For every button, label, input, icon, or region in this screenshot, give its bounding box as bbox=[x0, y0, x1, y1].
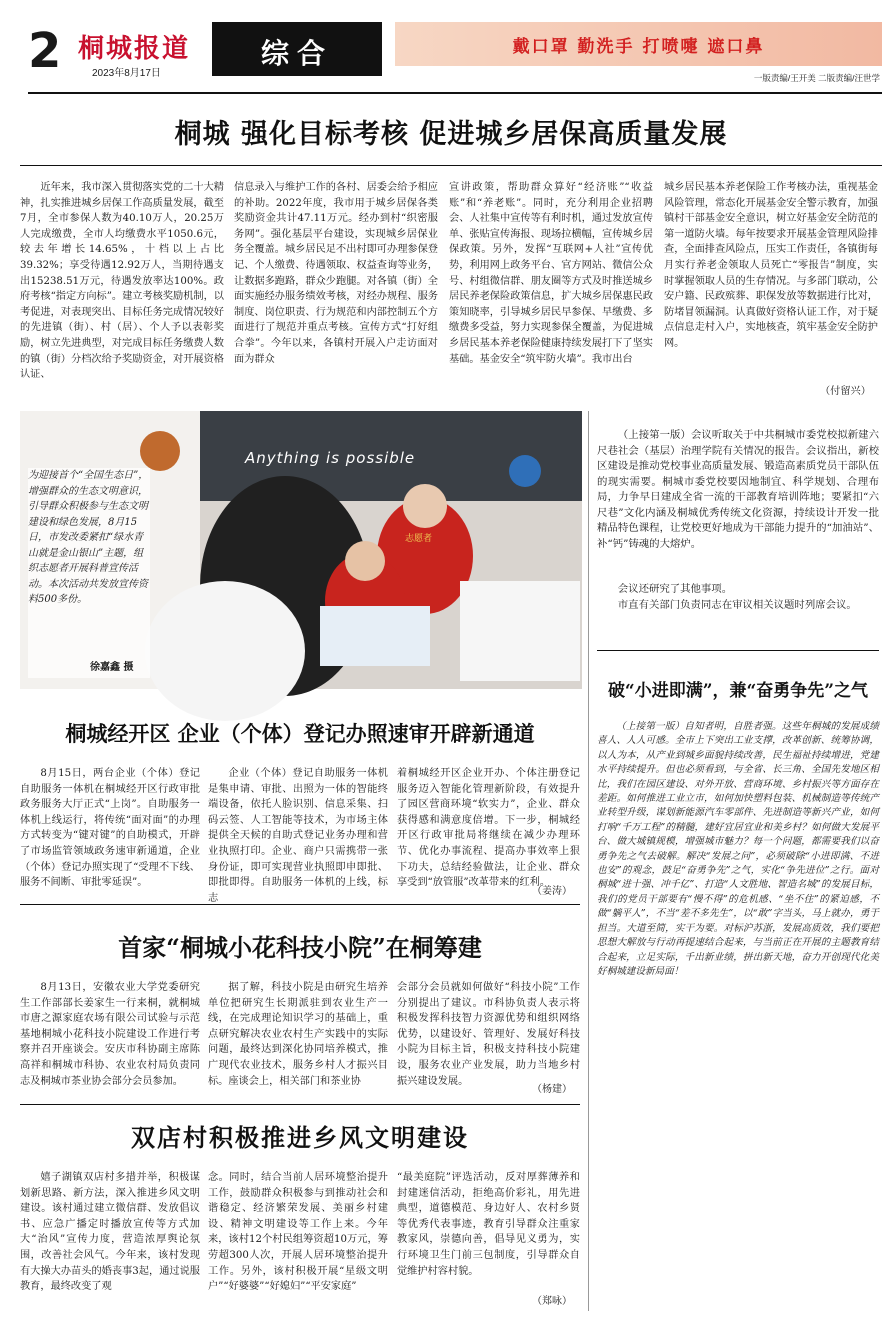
photo-credit: 徐嘉鑫 摄 bbox=[90, 662, 134, 673]
article4-headline: 双店村积极推进乡风文明建设 bbox=[131, 1123, 469, 1152]
shop-sign: Anything is possible bbox=[245, 449, 416, 467]
lead-byline: （付留兴） bbox=[820, 386, 871, 397]
commentary-text: （上接第一版）自知者明，自胜者强。这些年桐城的发展成绩喜人、人人可感。全市上下突出工业支撑，改革创新、统筹协调，以人为本，从产业到城乡面貌持续改善，民生福祉持续增进，党建水平持续提升。但也必须看到，与全省、长三角、全国先发地区相比，我们在园区建设、对外开放、营商环境、乡村振兴等方面存在差距。如何推进工业立市，如何加快塑料包装、机械制造等传统产业转型升级，谋划新能源汽车零部件、先进制造等新兴产业，如何打响“千万工程”的精髓，建好宜居宜业和美乡村？如何做大发展平台、做大城镇规模，增强城市魅力？每一个问题，都需要我们以奋勇争先之气去破解。解决“发展之问”，必须破除“小进即满、不进也安”的观念，鼓足“奋勇争先”之气，实化“争先进位”之行。面对桐城“进十强、冲千亿”、打造“人文胜地、智造名城”的发展目标，我们的党员干部要有“慢不得”的危机感、“坐不住”的紧迫感，不做“躺平人”，不当“差不多先生”，以“敢”字当头，马上就办，勇于担当。大道至简，实干为要。对标沪苏浙，发展高质效，我们要把思想大解放与行动再提速结合起来，与当前正在开展的主题教育结合起来，立足实际，千出新业绩，拼出新天地，奋力开创现代化美好桐城建设新局面！ bbox=[597, 721, 879, 977]
issue-date: 2023年8月17日 bbox=[92, 68, 161, 79]
article4-col-1: 嬉子湖镇双店村多措并举，积极谋划新思路、新方法，深入推进乡风文明建设。该村通过建立微信群、发放倡议书、应急广播定时播放宣传等方式加大“治风”宣传力度，营造浓厚舆论氛围，改善社会风气。今年来，该村发现有大操大办苗头的婚丧事3起，通过说服教育，最终改变了观 bbox=[20, 1172, 200, 1293]
section-title: 综合 bbox=[260, 37, 333, 70]
lead-col-4: 城乡居民基本养老保险工作考核办法，重视基金风险管理，常态化开展基金安全警示教育，加强镇村干部基金安全意识，树立好基金安全防范的第一道防火墙。每年按要求开展基金管理风险排查，全面排查风险点，压实工作责任，各镇街每月实行养老金领取人员死亡“零报告”制度，实时掌握领取人员的生存情况。与多部门联动，公安户籍、民政殡葬、职保发放等数据进行比对，防堵冒领漏洞。认真做好资格认证工作，对于疑点信息走村入户，实地核查，筑牢基金安全防护网。 bbox=[664, 182, 878, 349]
jump-p3: 市直有关部门负责同志在审议相关议题时列席会议。 bbox=[617, 599, 857, 611]
slogan-text: 戴口罩 勤洗手 打喷嚏 遮口鼻 bbox=[512, 37, 765, 57]
lead-col-3: 宣讲政策，帮助群众算好“经济账”“收益账”和“养老账”。同时，充分利用企业招聘会、人社集中宣传等有利时机，通过发放宣传单、张贴宣传海报、现场拉横幅，宣传城乡居保政策。另外，发挥“互联网+人社”宣传优势，利用网上政务平台、官方网站、微信公众号、村组微信群、朋友圈等方式及时推送城乡居民养老保险政策信息，扩大城乡居保惠民政策知晓率，引导城乡居民早参保、早缴费、多缴费多受益，努力实现参保全覆盖，为促进城乡居民基本养老保险健康持续发展打下了坚实基础。基金安全“筑牢防火墙”。我市出台 bbox=[449, 182, 653, 365]
article2-byline: （姜涛） bbox=[532, 886, 572, 897]
article4-col-3: “最美庭院”评选活动，反对厚葬薄养和封建迷信活动，拒绝高价彩礼，用先进典型，道德模范、身边好人、农村乡贤等优秀代表事迹，教育引导群众注重家教家风，崇德向善，倡导见义勇为，实行环境卫生门前三包制度，引导群众自觉维护村容村貌。 bbox=[397, 1172, 580, 1277]
lead-col-2: 信息录入与维护工作的各村、居委会给予相应的补助。2022年度，我市用于城乡居保各类奖励资金共计47.11万元。经办到村“织密服务网”。强化基层平台建设，实现城乡居保业务全覆盖。城乡居民足不出村即可办理参保登记、个人缴费、待遇领取、权益查询等业务，让数据多跑路，群众少跑腿。对各镇（街）全面实施经办服务绩效考核，对经办规程、服务制度、岗位职责、行为规范和内部控制五个方面进行了规范并重点考核。宣传方式“打好组合拳”。今年以来，各镇村开展入户走访面对面为群众 bbox=[234, 182, 438, 365]
photo-caption: 为迎接首个“全国生态日”，增强群众的生态文明意识，引导群众积极参与生态文明建设和绿色发展，8月15日，市发改委紧扣“绿水青山就是金山银山”主题，组织志愿者开展科普宣传活动。本次活动共发放宣传资料500多份。 bbox=[28, 470, 149, 605]
article3-rule bbox=[20, 1104, 580, 1105]
article3-byline: （杨建） bbox=[532, 1084, 572, 1095]
vest-label: 志愿者 bbox=[405, 534, 433, 544]
masthead-rule bbox=[28, 92, 882, 94]
article3-headline: 首家“桐城小花科技小院”在桐筹建 bbox=[118, 933, 482, 962]
jump-p2: 会议还研究了其他事项。 bbox=[617, 583, 733, 595]
jump-text: （上接第一版）会议听取关于中共桐城市委党校拟新建六尺巷社会（基层）治理学院有关情况的报告。会议指出，新校区建设是推动党校事业高质量发展、锻造高素质党员干部队伍的现实需要。桐城市委党校要因地制宜、科学规划、合理布局，力争早日建成全省一流的干部教育培训阵地；要紧扣“六尺巷”文化内涵及桐城优秀传统文化资源，持续设计开发一批精品特色课程，让党校更好地成为干部能力提升的“加油站”、补“钙”铸魂的大熔炉。 bbox=[597, 429, 879, 550]
article3-col-2: 据了解，科技小院是由研究生培养单位把研究生长期派驻到农业生产一线，在完成理论知识学习的基础上，重点研究解决农业农村生产实践中的实际问题，最终达到深化协同培养模式，推广现代农业技术，服务乡村人才振兴目标。座谈会上，相关部门和茶业协 bbox=[208, 982, 388, 1087]
editor-credit: 一版责编/王开美 二版责编/汪世学 bbox=[753, 73, 880, 83]
article3-col-3: 会部分会员就如何做好“科技小院”工作分别提出了建议。市科协负责人表示将积极发挥科技智力资源优势和组织网络优势，以建设好、管理好、发展好科技小院为目标主旨，积极支持科技小院建设，服务农业产业发展，助力当地乡村振兴建设发展。 bbox=[397, 982, 580, 1087]
article2-col-2: 企业（个体）登记自助服务一体机是集申请、审批、出照为一体的智能终端设备，依托人脸识别、信息采集、扫码云签、人工智能等技术，为市场主体提供全天候的自助式登记业务办理和营业执照打印。企业、商户只需携带一张身份证，即可实现营业执照即申即批、即批即得。自助服务一体机的上线，标志 bbox=[208, 768, 388, 904]
article2-col-3: 着桐城经开区企业开办、个体注册登记服务迈入智能化管理新阶段，有效提升了园区营商环境“软实力”，企业、群众获得感和满意度倍增。下一步，桐城经开区行政审批局将继续在减少办理环节、优化办事流程、提高办事效率上狠下功夫，总结经验做法，让企业、群众享受到“放管服”改革带来的红利。 bbox=[397, 768, 580, 889]
masthead bbox=[0, 0, 887, 96]
article2-headline: 桐城经开区 企业（个体）登记办照速审开辟新通道 bbox=[65, 721, 535, 746]
commentary-top-rule bbox=[597, 650, 879, 651]
lead-rule bbox=[20, 165, 882, 166]
article2-rule bbox=[20, 904, 580, 905]
lead-col-1: 近年来，我市深入贯彻落实党的二十大精神，扎实推进城乡居保工作高质量发展，截至7月，全市参保人数为40.10万人，20.25万人完成缴费，全市人均缴费水平1050.6元，较去年增长14.65%，十档以上占比39.32%；享受待遇12.92万人，当期待遇支出15238.51万元，待遇发放率达100%。政府考核“指定方向标”。建立考核奖励机制，以考促进，对表现突出、目标任务完成情况较好的先进镇（街）、村（居）、个人予以表彰奖励，树立先进典型，对完成目标任务缴费人数的镇（街）分档次给予奖励资金，对开展资格认证、 bbox=[20, 182, 224, 381]
page-number: 2 bbox=[28, 23, 62, 79]
commentary-headline: 破“小进即满”，兼“奋勇争先”之气 bbox=[607, 681, 869, 701]
article4-col-2: 念。同时，结合当前人居环境整治提升工作，鼓励群众积极参与到推动社会和谐稳定、经济繁荣发展、美丽乡村建设、精神文明建设等工作上来。今年来，该村12个村民组筹资超10万元，筹劳超300人次，开展人居环境整治提升工作。另外，该村积极开展“星级文明户”“好婆婆”“好媳妇”“平安家庭” bbox=[208, 1172, 388, 1293]
lead-headline: 桐城 强化目标考核 促进城乡居保高质量发展 bbox=[174, 119, 728, 150]
column-divider bbox=[588, 411, 589, 1311]
article4-byline: （郑咏） bbox=[532, 1296, 572, 1307]
newspaper-logo: 桐城报道 bbox=[78, 34, 191, 64]
article3-col-1: 8月13日，安徽农业大学党委研究生工作部部长姜家生一行来桐，就桐城市唐之源家庭农场有限公司试验与示范基地桐城小花科技小院建设工作进行考察并召开座谈会。安庆市科协副主席陈高祥和桐城市科协、农业农村局负责同志及桐城市茶业协会部分会员参加。 bbox=[20, 982, 200, 1087]
article2-col-1: 8月15日，两台企业（个体）登记自助服务一体机在桐城经开区行政审批政务服务大厅正式“上岗”。自助服务一体机上线运行，将传统“面对面”的办理方式转变为“键对键”的自助模式，开辟了市场监管领域政务速审新通道，企业（个体）登记办照实现了“受理不下线、服务不间断、审批零延误”。 bbox=[20, 768, 200, 889]
